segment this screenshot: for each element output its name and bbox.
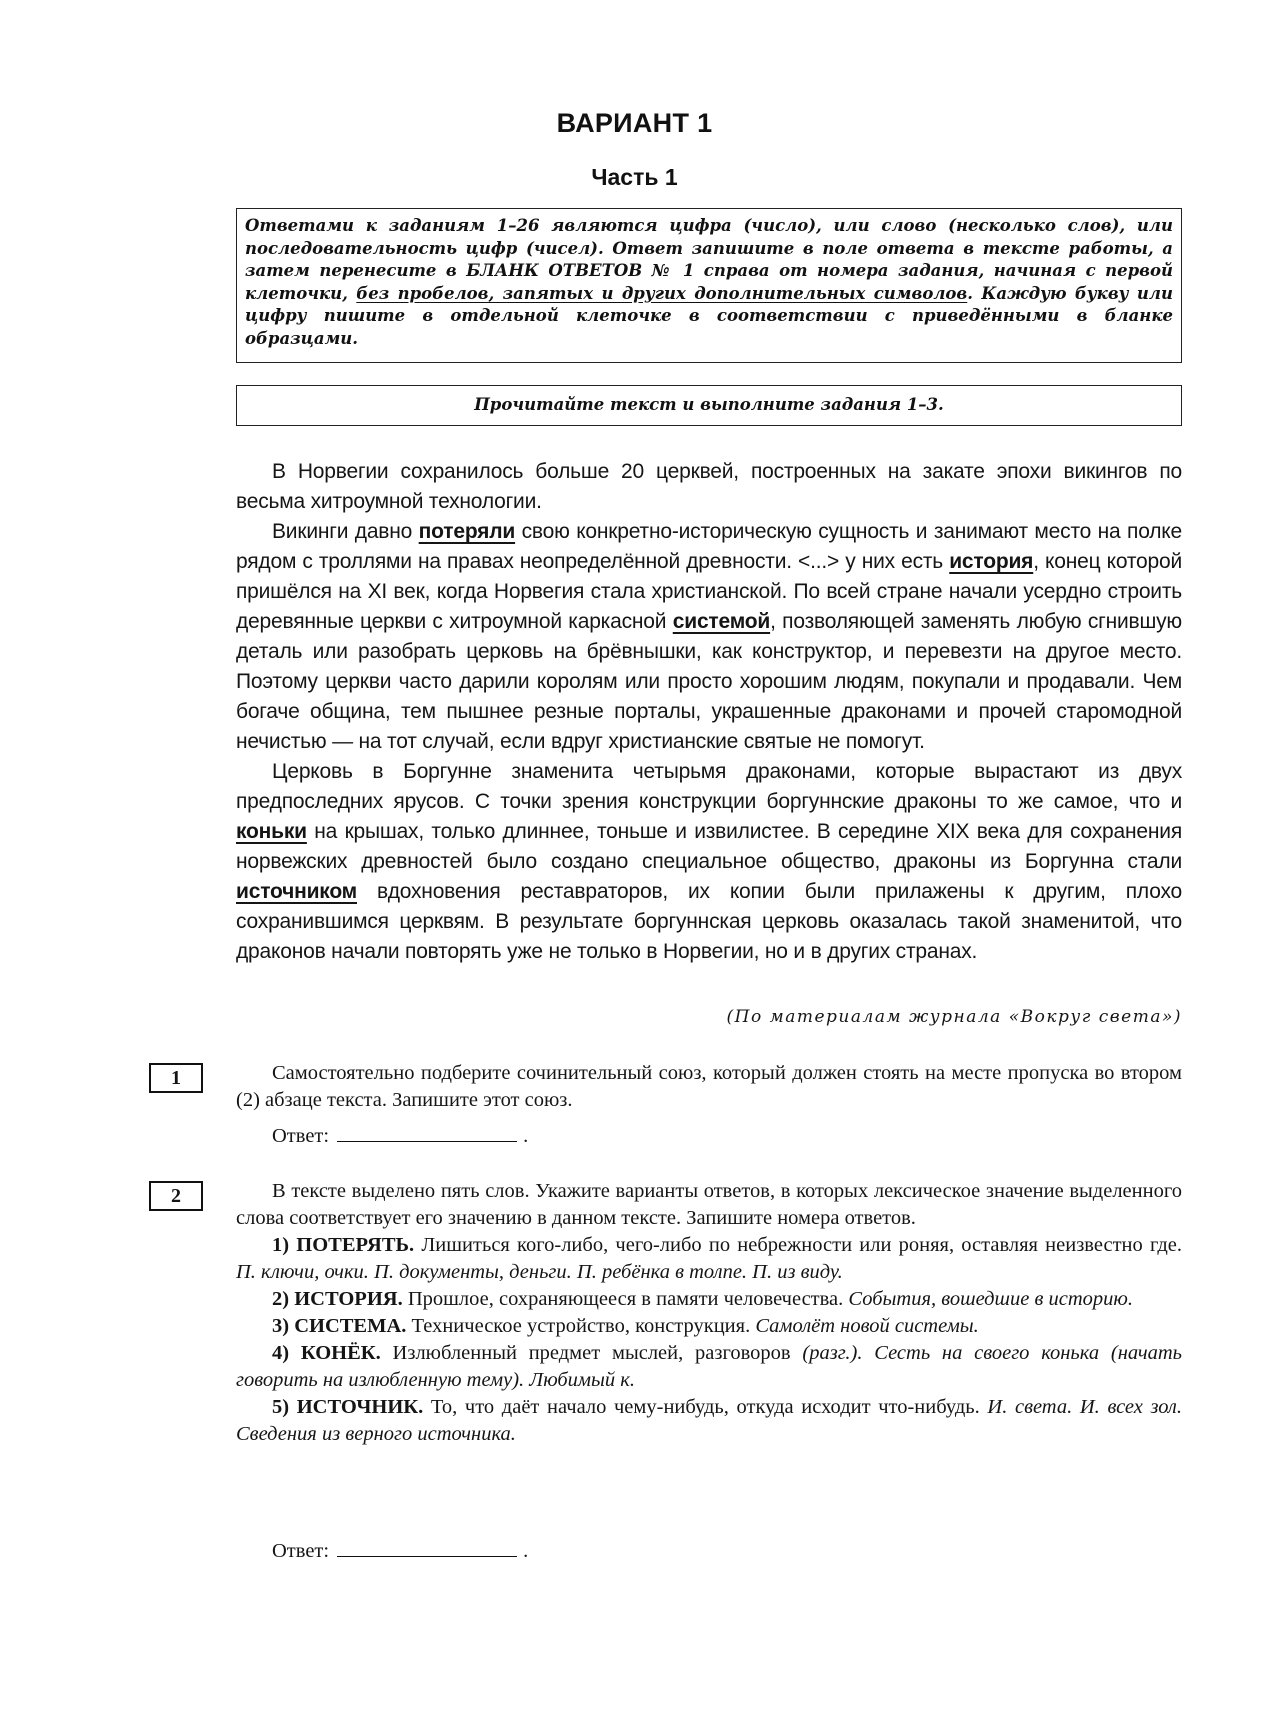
part-title: Часть 1 (591, 164, 678, 190)
highlighted-word: системой (672, 610, 771, 633)
paragraph-3 (236, 757, 1182, 967)
option-num: 3) (272, 1315, 290, 1337)
option-num: 2) (272, 1288, 290, 1310)
answer-end: . (523, 1125, 529, 1147)
task-number-2: 2 (149, 1181, 203, 1211)
option-word: СИСТЕМА. (294, 1315, 407, 1337)
reading-passage (236, 457, 1182, 967)
read-prompt-box (236, 385, 1182, 426)
option-example: П. ключи, очки. П. документы, деньги. П. ребёнка в толпе. П. из виду. (236, 1261, 843, 1283)
answer-label: Ответ: (272, 1540, 330, 1562)
answer-end: . (523, 1540, 529, 1562)
read-prompt: Прочитайте текст и выполните задания 1–3. (474, 395, 944, 414)
highlighted-word: потеряли (418, 520, 516, 543)
task-1-text: Самостоятельно подберите сочинительный союз, который должен стоять на месте пропуска во втором (2) абзаце текста. Запишите этот союз. (236, 1062, 1182, 1111)
text-span: , конец которой пришёлся на XI век, когда Норвегия стала христианской. По всей стране начали усердно строить деревянные церкви с хитроумной каркасной (236, 550, 1183, 633)
passage-source: (По материалам журнала «Вокруг света») (726, 1007, 1182, 1027)
option-4 (236, 1340, 1182, 1394)
highlighted-word: источником (236, 880, 358, 903)
variant-title: ВАРИАНТ 1 (556, 108, 713, 138)
paragraph-1: В Норвегии сохранилось больше 20 церквей, построенных на закате эпохи викингов по весьма хитроумной технологии. (236, 460, 1182, 513)
option-example: События, вошедшие в историю. (848, 1288, 1133, 1310)
option-2 (236, 1286, 1182, 1313)
option-example: И. света. И. всех зол. Сведения из верного источника. (236, 1396, 1183, 1445)
option-word: ИСТОРИЯ. (294, 1288, 403, 1310)
text-span: вдохновения реставраторов, их копии были прилажены к другим, плохо сохранившимся церквям. В результате боргуннская церковь оказалась такой знаменитой, что драконов начали повторять уже не только в Норвегии, но и в других странах. (236, 880, 1182, 963)
task-1 (236, 1060, 1182, 1114)
option-num: 4) (272, 1342, 290, 1364)
answer-field[interactable] (337, 1542, 517, 1557)
option-word: ИСТОЧНИК. (296, 1396, 424, 1418)
instructions-text-end: . Каждую букву или цифру пишите в отдельной клеточке в соответствии с приведёнными в бланке образцами. (245, 283, 1173, 348)
text-span: на крышах, только длиннее, тоньше и извилистее. В середине XIX века для сохранения норвежских древностей было создано специальное общество, драконы из Боргунна стали (236, 820, 1182, 873)
text-span: Викинги давно (272, 520, 419, 543)
instructions-text: Ответами к заданиям 1–26 являются цифра (число), или слово (несколько слов), или последовательность цифр (чисел). Ответ запишите в поле ответа в тексте работы, а затем перенесите в БЛАНК ОТВЕТОВ № 1 справа от номера задания, начиная с первой клеточки, (245, 216, 1173, 303)
paragraph-2 (236, 517, 1182, 757)
task-number-1: 1 (149, 1063, 203, 1093)
option-def: Техническое устройство, конструкция. (406, 1315, 756, 1337)
text-span: Церковь в Боргунне знаменита четырьмя драконами, которые вырастают из двух предпоследних ярусов. С точки зрения конструкции боргуннские драконы то же самое, что и (236, 760, 1182, 813)
text-span: свою конкретно-историческую сущность и занимают место на полке рядом с троллями на правах неопределённой древности. <...> у них есть (236, 520, 1182, 573)
instructions-underlined: без пробелов, запятых и других дополнительных символов (356, 283, 968, 303)
option-example: (разг.). Сесть на своего конька (начать говорить на излюбленную тему). Любимый к. (236, 1342, 1183, 1391)
task-2-answer (272, 1540, 528, 1563)
task-2-text: В тексте выделено пять слов. Укажите варианты ответов, в которых лексическое значение выделенного слова соответствует его значению в данном тексте. Запишите номера ответов. (236, 1180, 1182, 1229)
text-span: , позволяющей заменять любую сгнившую деталь или разобрать церковь на брёвнышки, как конструктор, и перевезти на другое место. Поэтому церкви часто дарили королям или просто хорошим людям, покупали и продавали. Чем богаче община, тем пышнее резные порталы, украшенные драконами и прочей старомодной нечистью — на тот случай, если вдруг христианские святые не помогут. (236, 610, 1182, 753)
option-num: 5) (272, 1396, 290, 1418)
option-def: Излюбленный предмет мыслей, разговоров (380, 1342, 803, 1364)
option-def: Прошлое, сохраняющееся в памяти человечества. (402, 1288, 849, 1310)
task-1-answer (272, 1125, 528, 1148)
option-1 (236, 1232, 1182, 1286)
option-def: Лишиться кого-либо, чего-либо по небрежности или роняя, оставляя неизвестно где. (414, 1234, 1182, 1256)
option-num: 1) (272, 1234, 290, 1256)
option-5 (236, 1394, 1182, 1448)
option-word: ПОТЕРЯТЬ. (296, 1234, 415, 1256)
highlighted-word: история (949, 550, 1034, 573)
answer-label: Ответ: (272, 1125, 330, 1147)
task-2 (236, 1178, 1182, 1448)
instructions-box (236, 208, 1182, 363)
highlighted-word: коньки (236, 820, 307, 843)
option-example: Самолёт новой системы. (755, 1315, 979, 1337)
option-def: То, что даёт начало чему-нибудь, откуда исходит что-нибудь. (423, 1396, 988, 1418)
answer-field[interactable] (337, 1127, 517, 1142)
option-word: КОНЁК. (300, 1342, 381, 1364)
option-3 (236, 1313, 1182, 1340)
